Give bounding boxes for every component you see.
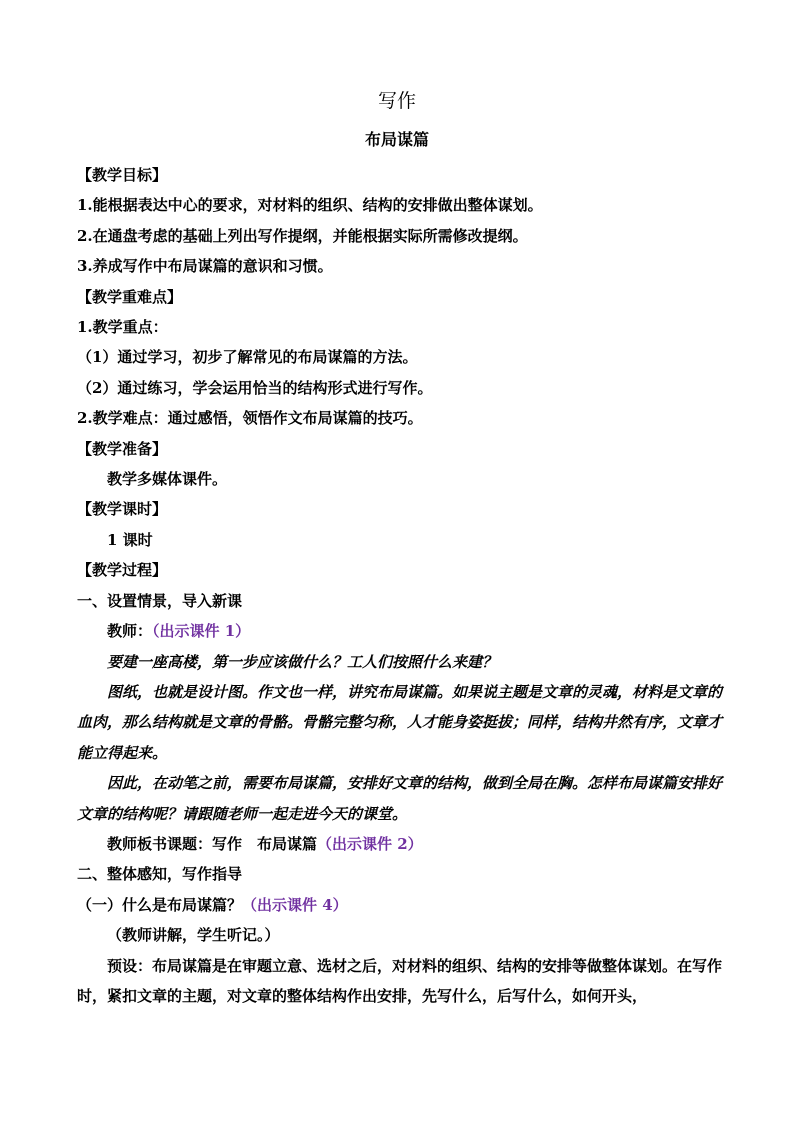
- goals-heading: 【教学目标】: [77, 166, 168, 184]
- courseware-ref: （出示课件 1）: [152, 622, 251, 641]
- sub1-line: [77, 890, 722, 920]
- courseware-ref: （出示课件 2）: [317, 834, 423, 853]
- document-title: 写作: [377, 90, 416, 112]
- focus-item: （1）通过学习，初步了解常见的布局谋篇的方法。: [77, 348, 418, 367]
- intro-question: 要建一座高楼，第一步应该做什么？工人们按照什么来建？: [107, 652, 498, 671]
- time-heading: 【教学课时】: [77, 500, 168, 519]
- goal-item: 1.能根据表达中心的要求，对材料的组织、结构的安排做出整体谋划。: [77, 196, 543, 215]
- prep-heading: 【教学准备】: [77, 439, 168, 458]
- board-line: [77, 829, 722, 859]
- document-subtitle: 布局谋篇: [364, 130, 429, 149]
- prep-text: 教学多媒体课件。: [107, 470, 228, 489]
- focus-label: 1.教学重点：: [77, 318, 168, 337]
- sub1-text: （一）什么是布局谋篇？: [77, 895, 243, 914]
- keypoints-heading: 【教学重难点】: [77, 287, 183, 306]
- focus-item: （2）通过练习，学会运用恰当的结构形式进行写作。: [77, 378, 433, 397]
- teacher-line: [77, 616, 722, 646]
- intro-paragraph: 图纸，也就是设计图。作文也一样，讲究布局谋篇。如果说主题是文章的灵魂，材料是文章的血肉，那么结构就是文章的骨骼。骨骼完整匀称，人才能身姿挺拔；同样，结构井然有序，文章才能立得起来。: [77, 682, 723, 762]
- process-heading: 【教学过程】: [77, 561, 168, 580]
- preset-paragraph: 预设：布局谋篇是在审题立意、选材之后，对材料的组织、结构的安排等做整体谋划。在写作时，紧扣文章的主题，对文章的整体结构作出安排，先写什么，后写什么，如何开头，: [77, 956, 723, 1005]
- teacher-label: 教师：: [107, 622, 153, 641]
- goal-item: 3.养成写作中布局谋篇的意识和习惯。: [77, 257, 333, 276]
- difficulty-item: 2.教学难点：通过感悟，领悟作文布局谋篇的技巧。: [77, 409, 423, 428]
- explain-text: （教师讲解，学生听记。）: [107, 926, 280, 945]
- board-text: 教师板书课题：写作 布局谋篇: [107, 834, 318, 853]
- intro-paragraph: 因此，在动笔之前，需要布局谋篇，安排好文章的结构，做到全局在胸。怎样布局谋篇安排好文章的结构呢？请跟随老师一起走进今天的课堂。: [77, 774, 723, 823]
- goal-item: 2.在通盘考虑的基础上列出写作提纲，并能根据实际所需修改提纲。: [77, 226, 528, 245]
- time-text: 1 课时: [107, 530, 153, 549]
- document-body: [77, 160, 722, 1011]
- courseware-ref: （出示课件 4）: [242, 895, 348, 914]
- part2-heading: 二、整体感知，写作指导: [77, 865, 243, 884]
- part1-heading: 一、设置情景，导入新课: [77, 591, 243, 610]
